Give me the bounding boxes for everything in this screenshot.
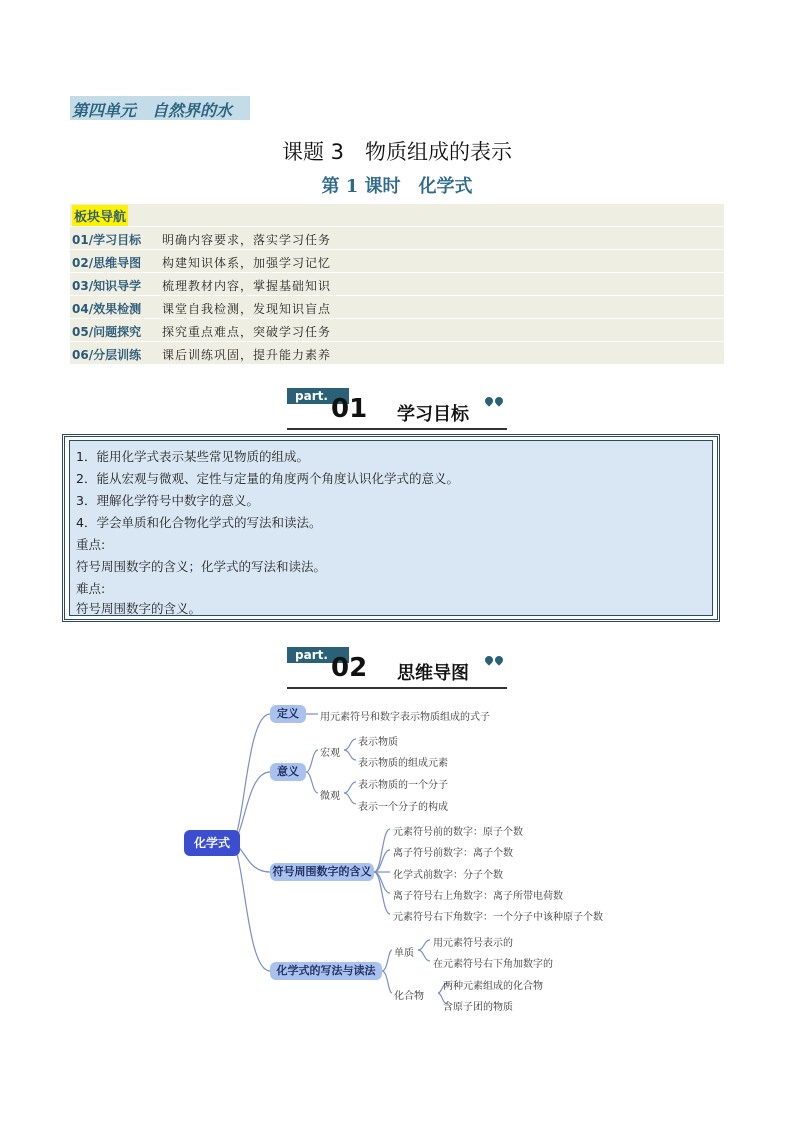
- nav-item-desc: 明确内容要求，落实学习任务: [162, 233, 332, 247]
- connector: [418, 940, 430, 950]
- connector: [306, 772, 318, 793]
- lesson-subtitle: 第 1 课时 化学式: [321, 176, 473, 197]
- mindmap-definition-text: 用元素符号和数字表示物质组成的式子: [320, 712, 490, 723]
- mindmap-node-definition: 定义: [270, 705, 306, 723]
- nav-item-key: 01/学习目标: [72, 233, 142, 247]
- nav-item-key: 06/分层训练: [72, 348, 142, 362]
- nav-item-key: 03/知识导学: [72, 279, 142, 293]
- part-title: 思维导图: [397, 663, 469, 684]
- mindmap-micro-label: 微观: [320, 791, 340, 802]
- lesson-title: 课题 3 物质组成的表示: [281, 140, 513, 164]
- goal-line: 符号周围数字的含义。: [76, 601, 202, 616]
- nav-item-key: 05/问题探究: [72, 325, 142, 339]
- mindmap-leaf: 表示物质的一个分子: [358, 780, 448, 791]
- nav-item-desc: 课堂自我检测，发现知识盲点: [162, 302, 332, 316]
- connector: [382, 950, 392, 971]
- connector: [230, 714, 270, 843]
- mindmap-leaf: 化学式前数字：分子个数: [393, 870, 503, 881]
- mindmap-node-meaning: 意义: [270, 763, 306, 781]
- mindmap-leaf: 元素符号前的数字：原子个数: [393, 827, 523, 838]
- nav-item-desc: 探究重点难点，突破学习任务: [162, 325, 332, 339]
- part-label: part.: [287, 647, 349, 663]
- connector: [418, 950, 430, 961]
- goal-line: 1．能用化学式表示某些常见物质的组成。: [76, 449, 309, 464]
- goal-line: 2．能从宏观与微观、定性与定量的角度两个角度认识化学式的意义。: [76, 471, 459, 486]
- goal-line: 重点:: [76, 537, 106, 552]
- mindmap-leaf: 元素符号右下角数字：一个分子中该种原子个数: [393, 912, 603, 923]
- mindmap-element-label: 单质: [394, 948, 414, 959]
- mindmap-root: 化学式: [184, 830, 240, 856]
- unit-title: 第四单元 自然界的水: [72, 101, 233, 120]
- goal-line: 4．学会单质和化合物化学式的写法和读法。: [76, 515, 322, 530]
- mindmap-leaf: 表示一个分子的构成: [358, 802, 448, 813]
- connector: [374, 872, 390, 914]
- part-number: 02: [331, 653, 368, 683]
- mindmap-leaf: 用元素符号表示的: [433, 938, 513, 949]
- mindmap-leaf: 两种元素组成的化合物: [443, 981, 543, 992]
- nav-item-desc: 梳理教材内容，掌握基础知识: [162, 279, 332, 293]
- goal-line: 3．理解化学符号中数字的意义。: [76, 493, 259, 508]
- goal-line: 符号周围数字的含义；化学式的写法和读法。: [76, 559, 327, 574]
- nav-item-desc: 课后训练巩固，提升能力素养: [162, 348, 332, 362]
- mindmap-macro-label: 宏观: [320, 748, 340, 759]
- mindmap-compound-label: 化合物: [394, 991, 424, 1002]
- connector: [306, 750, 318, 772]
- connector: [344, 782, 356, 793]
- mindmap-leaf: 表示物质的组成元素: [358, 758, 448, 769]
- mindmap-leaf: 含原子团的物质: [443, 1002, 513, 1013]
- nav-item-key: 04/效果检测: [72, 302, 142, 316]
- part-title: 学习目标: [397, 404, 469, 425]
- mindmap-leaf: 离子符号右上角数字：离子所带电荷数: [393, 891, 563, 902]
- mindmap-leaf: 表示物质: [358, 737, 398, 748]
- nav-item-key: 02/思维导图: [72, 256, 142, 270]
- connector: [344, 793, 356, 804]
- part-number: 01: [331, 394, 368, 424]
- connector: [374, 872, 390, 893]
- connector: [344, 739, 356, 750]
- mindmap-leaf: 在元素符号右下角加数字的: [433, 959, 553, 970]
- nav-heading: 板块导航: [72, 205, 128, 226]
- connector: [382, 971, 392, 993]
- goal-line: 难点:: [76, 581, 106, 596]
- connector: [344, 750, 356, 760]
- part-label: part.: [287, 388, 349, 404]
- nav-item-desc: 构建知识体系，加强学习记忆: [162, 256, 332, 270]
- mindmap-node-writing: 化学式的写法与读法: [270, 962, 382, 980]
- mindmap-leaf: 离子符号前数字：离子个数: [393, 848, 513, 859]
- mindmap-node-numbers: 符号周围数字的含义: [270, 863, 374, 881]
